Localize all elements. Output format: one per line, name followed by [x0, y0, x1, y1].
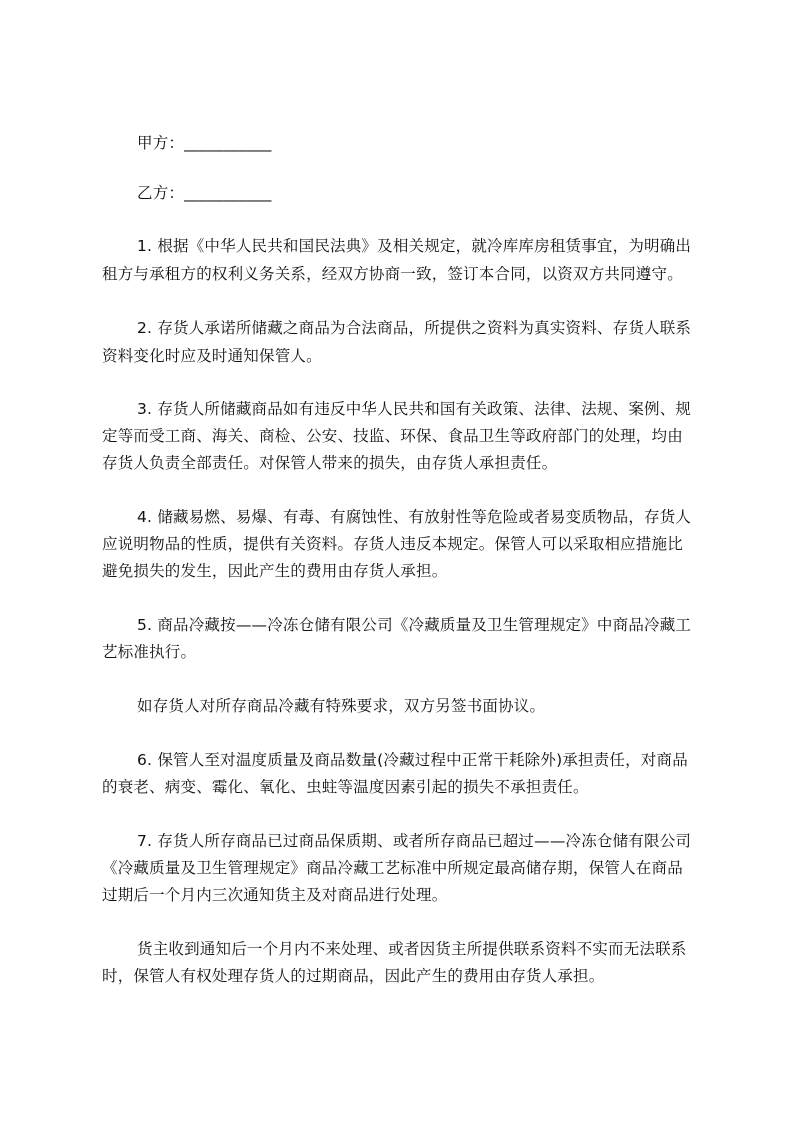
clause-2-line-2: 资料变化时应及时通知保管人。 [102, 347, 322, 365]
clause-7-note-line-2: 时，保管人有权处理存货人的过期商品，因此产生的费用由存货人承担。 [102, 967, 605, 985]
clause-7-line-3: 过期后一个月内三次通知货主及对商品进行处理。 [102, 886, 448, 904]
clause-6-line-2: 的衰老、病变、霉化、氧化、虫蛀等温度因素引起的损失不承担责任。 [102, 778, 589, 796]
clause-5-note-line: 如存货人对所存商品冷藏有特殊要求，双方另签书面协议。 [137, 697, 546, 715]
clause-1-line-1: 1. 根据《中华人民共和国民法典》及相关规定，就冷库库房租赁事宜，为明确出 [137, 237, 692, 255]
party-a-line: 甲方：___________ [137, 134, 272, 152]
clause-3-line-3: 存货人负责全部责任。对保管人带来的损失，由存货人承担责任。 [102, 454, 558, 472]
clause-1-line-2: 租方与承租方的权利义务关系，经双方协商一致，签订本合同，以资双方共同遵守。 [102, 265, 683, 283]
clause-3-line-2: 定等而受工商、海关、商检、公安、技监、环保、食品卫生等政府部门的处理，均由 [102, 427, 683, 445]
clause-2-line-1: 2. 存货人承诺所储藏之商品为合法商品，所提供之资料为真实资料、存货人联系 [137, 319, 692, 337]
party-b-line: 乙方：___________ [137, 184, 272, 202]
clause-5-line-1: 5. 商品冷藏按——冷冻仓储有限公司《冷藏质量及卫生管理规定》中商品冷藏工 [137, 616, 692, 634]
clause-7-note-line-1: 货主收到通知后一个月内不来处理、或者因货主所提供联系资料不实而无法联系 [137, 940, 687, 958]
clause-4-line-1: 4. 储藏易燃、易爆、有毒、有腐蚀性、有放射性等危险或者易变质物品，存货人 [137, 508, 692, 526]
clause-4-line-2: 应说明物品的性质，提供有关资料。存货人违反本规定。保管人可以采取相应措施比 [102, 535, 683, 553]
clause-3-line-1: 3. 存货人所储藏商品如有违反中华人民共和国有关政策、法律、法规、案例、规 [137, 400, 692, 418]
clause-5-line-2: 艺标准执行。 [102, 643, 197, 661]
clause-7-line-1: 7. 存货人所存商品已过商品保质期、或者所存商品已超过——冷冻仓储有限公司 [137, 832, 692, 850]
clause-4-line-3: 避免损失的发生，因此产生的费用由存货人承担。 [102, 562, 448, 580]
clause-7-line-2: 《冷藏质量及卫生管理规定》商品冷藏工艺标准中所规定最高储存期，保管人在商品 [102, 859, 683, 877]
clause-6-line-1: 6. 保管人至对温度质量及商品数量(冷藏过程中正常干耗除外)承担责任，对商品 [137, 751, 688, 769]
